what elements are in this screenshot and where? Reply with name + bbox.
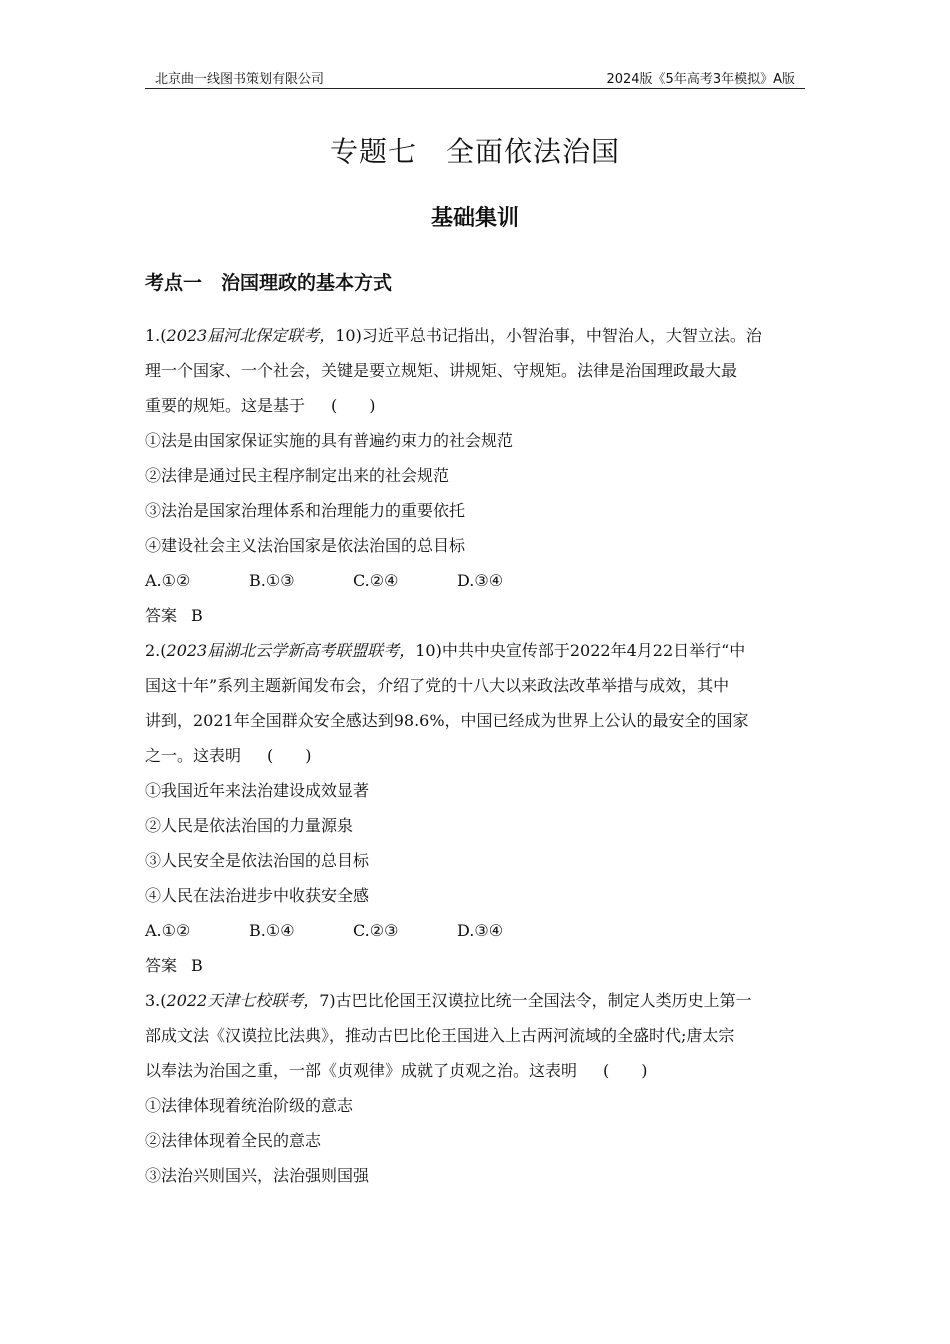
- stem-text: 重要的规矩。这是基于: [145, 396, 306, 415]
- question-number: 3.(: [145, 991, 167, 1010]
- answer-bracket: ( ): [603, 1061, 648, 1080]
- statement-item: ②法律体现着全民的意志: [145, 1131, 322, 1150]
- statement-item: ②法律是通过民主程序制定出来的社会规范: [145, 466, 450, 485]
- statement-item: ②人民是依法治国的力量源泉: [145, 816, 354, 835]
- question-score: 10): [335, 326, 362, 345]
- page-subtitle: 基础集训: [430, 206, 519, 231]
- answer-label: 答案: [145, 956, 178, 975]
- statement-item: ①我国近年来法治建设成效显著: [145, 781, 370, 800]
- answer-line: [145, 598, 807, 633]
- publisher-name: 北京曲一线图书策划有限公司: [155, 72, 325, 87]
- stem-text: 部成文法《汉谟拉比法典》，推动古巴比伦王国进入上古两河流域的全盛时代;唐太宗: [145, 1026, 735, 1045]
- stem-text: 理一个国家、一个社会，关键是要立规矩、讲规矩、守规矩。法律是治国理政最大最: [145, 361, 738, 380]
- question-source: 2022天津七校联考，: [166, 991, 320, 1010]
- statement-item: ③人民安全是依法治国的总目标: [145, 851, 370, 870]
- answer-line: [145, 948, 807, 983]
- question-score: 10): [415, 641, 442, 660]
- question-source: 2023届湖北云学新高考联盟联考，: [166, 641, 416, 660]
- section-heading: 考点一 治国理政的基本方式: [145, 272, 393, 294]
- answer-value: B: [191, 606, 203, 625]
- answer-label: 答案: [145, 606, 178, 625]
- choice-option: D.③④: [457, 571, 504, 590]
- choice-options: [145, 913, 807, 948]
- question-number: 2.(: [145, 641, 167, 660]
- statement-item: ③法治兴则国兴，法治强则国强: [145, 1166, 370, 1185]
- question-3: [145, 983, 807, 1193]
- stem-text: 以奉法为治国之重，一部《贞观律》成就了贞观之治。这表明: [145, 1061, 578, 1080]
- statement-item: ④建设社会主义法治国家是依法治国的总目标: [145, 536, 466, 555]
- answer-value: B: [191, 956, 203, 975]
- question-stem-line: [145, 1053, 807, 1088]
- question-2: [145, 633, 807, 983]
- answer-bracket: ( ): [331, 396, 376, 415]
- question-stem-line: [145, 633, 807, 668]
- choice-options: [145, 563, 807, 598]
- stem-text: 讲到，2021年全国群众安全感达到98.6%，中国已经成为世界上公认的最安全的国家: [145, 711, 749, 730]
- stem-text: 中共中央宣传部于2022年4月22日举行“中: [441, 641, 746, 660]
- page-title: 专题七 全面依法治国: [329, 135, 620, 168]
- choice-option: C.②④: [353, 571, 399, 590]
- choice-option: A.①②: [145, 571, 191, 590]
- statement-item: ④人民在法治进步中收获安全感: [145, 886, 370, 905]
- question-1: [145, 318, 807, 633]
- statement-item: ①法是由国家保证实施的具有普遍约束力的社会规范: [145, 431, 514, 450]
- choice-option: C.②③: [353, 921, 399, 940]
- statement-item: ③法治是国家治理体系和治理能力的重要依托: [145, 501, 466, 520]
- question-stem-line: [145, 388, 807, 423]
- choice-option: D.③④: [457, 921, 504, 940]
- stem-text: 国这十年”系列主题新闻发布会，介绍了党的十八大以来政法改革举措与成效，其中: [145, 676, 730, 695]
- stem-text: 之一。这表明: [145, 746, 242, 765]
- question-number: 1.(: [145, 326, 167, 345]
- answer-bracket: ( ): [267, 746, 312, 765]
- stem-text: 习近平总书记指出，小智治事，中智治人，大智立法。治: [361, 326, 762, 345]
- page-header: [145, 66, 805, 89]
- question-stem-line: [145, 318, 807, 353]
- question-source: 2023届河北保定联考，: [166, 326, 336, 345]
- question-stem-line: [145, 983, 807, 1018]
- stem-text: 古巴比伦国王汉谟拉比统一全国法令，制定人类历史上第一: [335, 991, 752, 1010]
- book-edition: 2024版《5年高考3年模拟》A版: [606, 72, 795, 87]
- choice-option: A.①②: [145, 921, 191, 940]
- choice-option: B.①④: [249, 921, 295, 940]
- question-stem-line: [145, 738, 807, 773]
- question-list: [145, 318, 807, 1193]
- statement-item: ①法律体现着统治阶级的意志: [145, 1096, 354, 1115]
- choice-option: B.①③: [249, 571, 295, 590]
- question-score: 7): [319, 991, 336, 1010]
